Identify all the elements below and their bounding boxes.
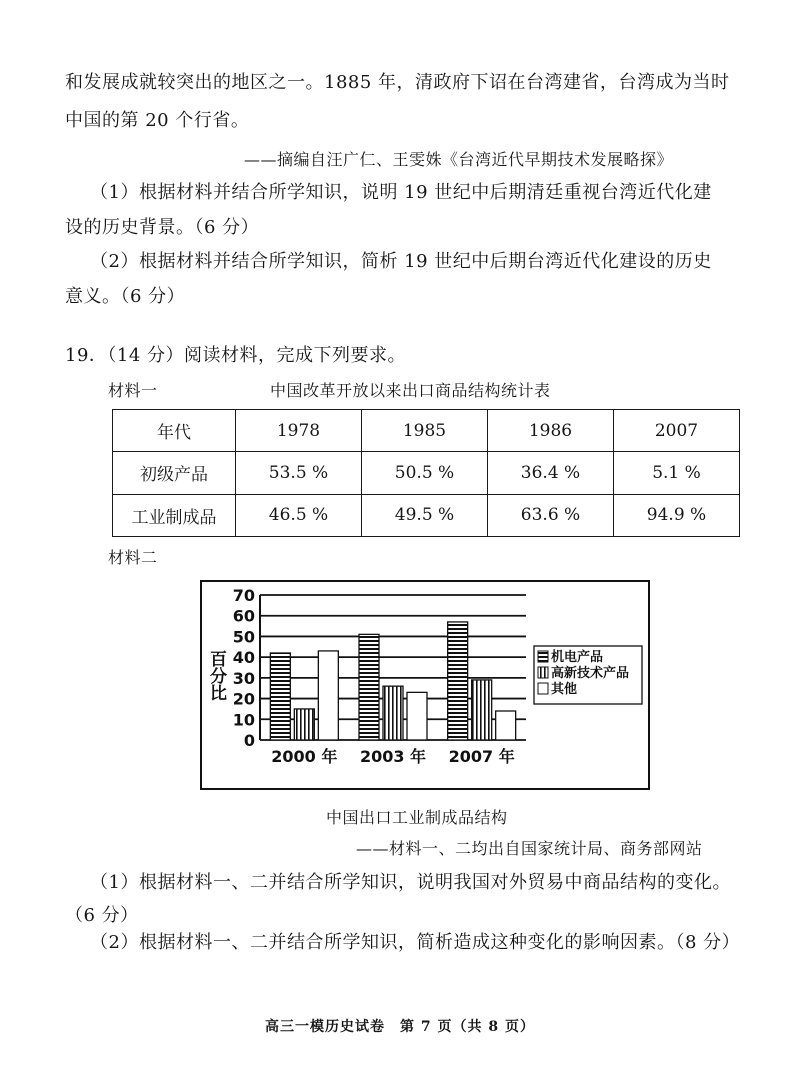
x-tick-label: 2003 年 (359, 747, 427, 766)
table-cell: 46.5 % (236, 494, 362, 536)
legend-label: 机电产品 (551, 650, 604, 665)
y-tick-label: 20 (232, 689, 255, 709)
legend-swatch (538, 683, 548, 694)
bar (294, 709, 314, 740)
passage-source: ——摘编自汪广仁、王雯姝《台湾近代早期技术发展略探》 (244, 150, 674, 169)
bar (472, 680, 492, 740)
x-tick-label: 2000 年 (271, 747, 338, 766)
bar (448, 622, 468, 740)
q18-sub1-line-2: 设的历史背景。（6 分） (65, 217, 260, 238)
table-row (113, 452, 740, 494)
bar (496, 711, 516, 740)
table-year: 1985 (362, 410, 488, 452)
bar (359, 634, 379, 740)
y-tick-label: 40 (232, 648, 255, 668)
bar (318, 651, 338, 740)
table-header-row (113, 410, 740, 452)
legend-swatch (538, 667, 548, 678)
bar (383, 686, 403, 740)
q19-source: ——材料一、二均出自国家统计局、商务部网站 (356, 839, 703, 858)
table-header-label: 年代 (113, 410, 236, 452)
table-cell: 5.1 % (614, 452, 740, 494)
table-cell: 53.5 % (236, 452, 362, 494)
bar (270, 653, 290, 740)
table-cell: 36.4 % (488, 452, 614, 494)
material1-label: 材料一 (108, 381, 158, 400)
y-tick-label: 50 (232, 627, 255, 647)
q19-header: 19．（14 分）阅读材料，完成下列要求。 (65, 345, 407, 366)
y-tick-label: 30 (232, 668, 255, 688)
q19-sub1-line-1: （1）根据材料一、二并结合所学知识，说明我国对外贸易中商品结构的变化。 (90, 872, 731, 893)
q18-sub2-line-1: （2）根据材料并结合所学知识，简析 19 世纪中后期台湾近代化建设的历史 (90, 251, 712, 272)
q19-sub2-line-1: （2）根据材料一、二并结合所学知识，简析造成这种变化的影响因素。（8 分） (90, 932, 741, 953)
table-year: 1986 (488, 410, 614, 452)
q18-sub1-line-1: （1）根据材料并结合所学知识，说明 19 世纪中后期清廷重视台湾近代化建 (90, 182, 712, 203)
table-year: 2007 (614, 410, 740, 452)
y-tick-label: 0 (243, 731, 255, 750)
y-axis-label: 百分比 (206, 650, 226, 701)
passage-line-2: 中国的第 20 个行省。 (65, 110, 250, 131)
y-tick-label: 70 (232, 586, 255, 605)
table-cell: 94.9 % (614, 494, 740, 536)
chart-caption: 中国出口工业制成品结构 (326, 808, 508, 827)
legend-label: 其他 (551, 682, 578, 697)
y-tick-label: 60 (232, 606, 255, 626)
bar (407, 692, 427, 740)
q19-sub1-line-2: （6 分） (65, 905, 139, 926)
table-cell: 63.6 % (488, 494, 614, 536)
table-year: 1978 (236, 410, 362, 452)
legend-swatch (538, 651, 548, 662)
material2-label: 材料二 (108, 548, 158, 567)
table-row-label: 工业制成品 (113, 494, 236, 536)
passage-line-1: 和发展成就较突出的地区之一。1885 年，清政府下诏在台湾建省，台湾成为当时 (65, 72, 730, 93)
legend-label: 高新技术产品 (551, 666, 630, 681)
export-structure-table (112, 409, 740, 537)
x-tick-label: 2007 年 (448, 747, 515, 766)
table-cell: 49.5 % (362, 494, 488, 536)
table-title: 中国改革开放以来出口商品结构统计表 (270, 381, 551, 400)
export-bar-chart (200, 580, 650, 792)
y-tick-label: 10 (232, 710, 255, 730)
table-row-label: 初级产品 (113, 452, 236, 494)
table-cell: 50.5 % (362, 452, 488, 494)
page-footer: 高三一模历史试卷 第 7 页（共 8 页） (265, 1019, 535, 1035)
q18-sub2-line-2: 意义。（6 分） (65, 286, 186, 307)
table-row (113, 494, 740, 536)
